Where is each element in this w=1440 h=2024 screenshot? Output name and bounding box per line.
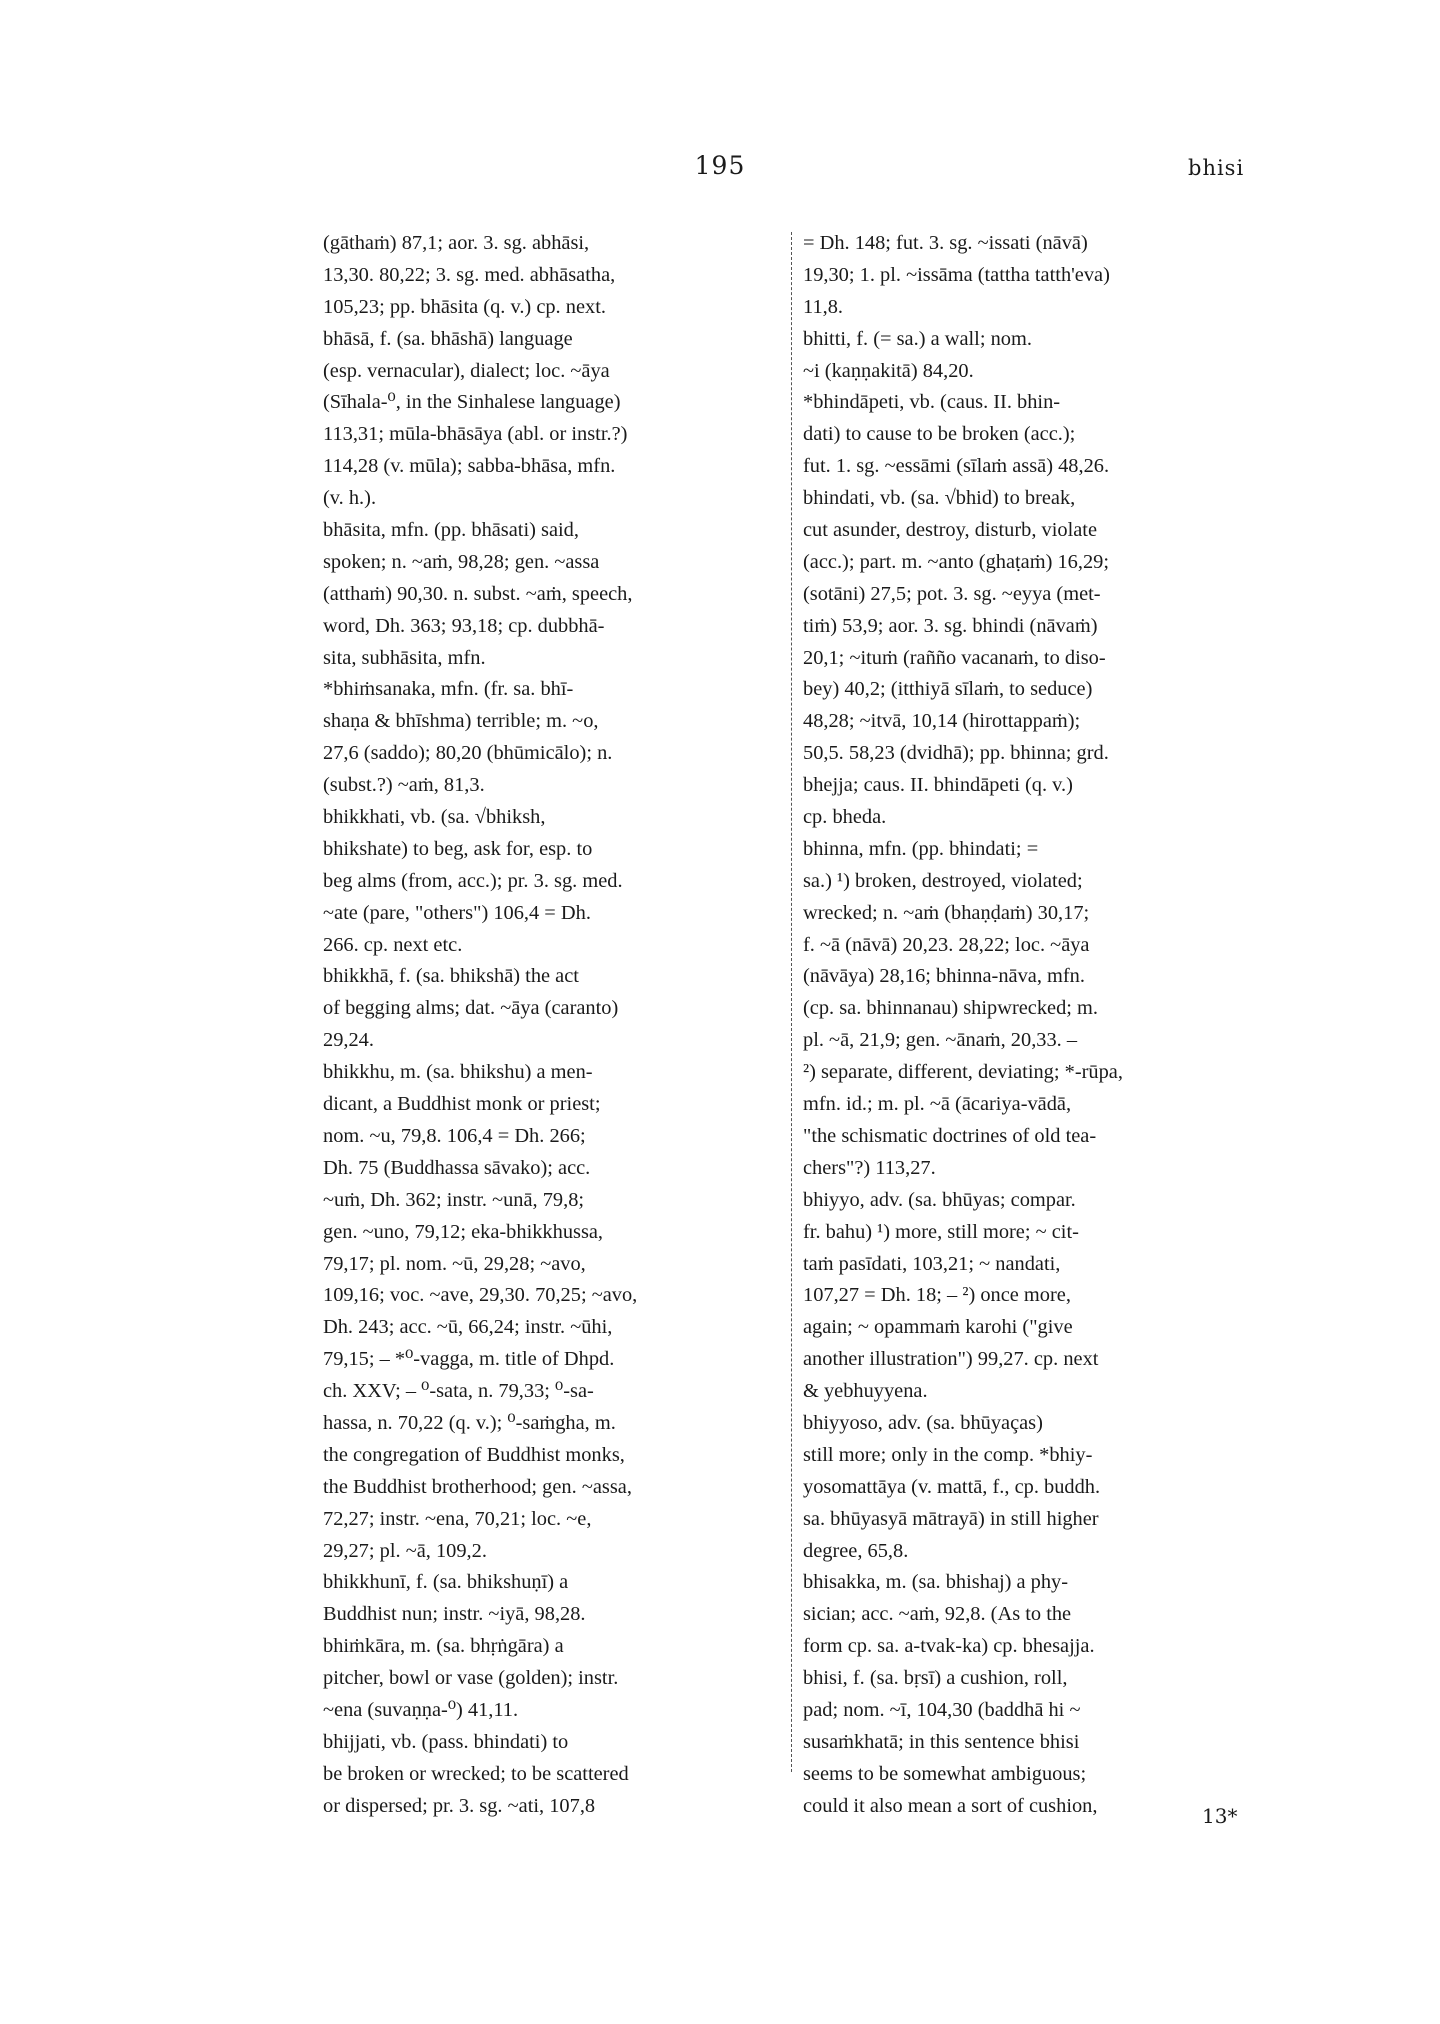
page-number: 195 [694, 151, 746, 180]
text-line: bhiyyoso, adv. (sa. bhūyaças) [803, 1411, 1043, 1434]
text-line: taṁ pasīdati, 103,21; ~ nandati, [803, 1252, 1061, 1275]
text-line: 20,1; ~ituṁ (rañño vacanaṁ, to diso- [803, 646, 1106, 669]
text-line: 114,28 (v. mūla); sabba-bhāsa, mfn. [323, 455, 616, 478]
text-line: could it also mean a sort of cushion, [803, 1794, 1098, 1817]
text-line: & yebhuyyena. [803, 1380, 928, 1403]
text-line: nom. ~u, 79,8. 106,4 = Dh. 266; [323, 1124, 586, 1147]
text-line: *bhiṁsanaka, mfn. (fr. sa. bhī- [323, 678, 574, 701]
text-line: of begging alms; dat. ~āya (caranto) [323, 997, 619, 1020]
text-line: (v. h.). [323, 487, 377, 510]
text-line: ~ate (pare, "others") 106,4 = Dh. [323, 901, 591, 924]
text-line: still more; only in the comp. *bhiy- [803, 1443, 1093, 1466]
text-line: (sotāni) 27,5; pot. 3. sg. ~eyya (met- [803, 582, 1101, 605]
text-line: sician; acc. ~aṁ, 92,8. (As to the [803, 1603, 1072, 1626]
text-line: (subst.?) ~aṁ, 81,3. [323, 774, 485, 797]
text-line: 29,24. [323, 1029, 374, 1052]
text-line: 27,6 (saddo); 80,20 (bhūmicālo); n. [323, 742, 613, 765]
text-line: Dh. 75 (Buddhassa sāvako); acc. [323, 1156, 591, 1179]
running-head: bhisi [1188, 156, 1245, 180]
text-line: 19,30; 1. pl. ~issāma (tattha tatth'eva) [803, 263, 1110, 286]
text-line: another illustration") 99,27. cp. next [803, 1348, 1099, 1371]
text-line: bhikkhunī, f. (sa. bhikshuṇī) a [323, 1571, 569, 1594]
text-line: bhindati, vb. (sa. √bhid) to break, [803, 487, 1076, 510]
text-line: 13,30. 80,22; 3. sg. med. abhāsatha, [323, 263, 616, 286]
text-line: again; ~ opammaṁ karohi ("give [803, 1316, 1073, 1339]
text-line: Buddhist nun; instr. ~iyā, 98,28. [323, 1603, 586, 1626]
text-line: sa. bhūyasyā mātrayā) in still higher [803, 1507, 1099, 1530]
text-line: bey) 40,2; (itthiyā sīlaṁ, to seduce) [803, 678, 1093, 701]
right-column [803, 228, 1273, 1823]
text-line: pl. ~ā, 21,9; gen. ~ānaṁ, 20,33. – [803, 1029, 1078, 1052]
text-line: the Buddhist brotherhood; gen. ~assa, [323, 1475, 632, 1498]
text-line: pad; nom. ~ī, 104,30 (baddhā hi ~ [803, 1698, 1081, 1721]
text-line: bhikkhati, vb. (sa. √bhiksh, [323, 806, 546, 829]
text-line: (esp. vernacular), dialect; loc. ~āya [323, 359, 610, 382]
text-line: word, Dh. 363; 93,18; cp. dubbhā- [323, 614, 605, 637]
text-line: = Dh. 148; fut. 3. sg. ~issati (nāvā) [803, 232, 1088, 254]
text-line: *bhindāpeti, vb. (caus. II. bhin- [803, 391, 1061, 414]
text-line: degree, 65,8. [803, 1539, 909, 1562]
text-line: bhijjati, vb. (pass. bhindati) to [323, 1730, 569, 1753]
text-line: bhisakka, m. (sa. bhishaj) a phy- [803, 1571, 1069, 1594]
text-line: "the schismatic doctrines of old tea- [803, 1124, 1097, 1147]
text-line: Dh. 243; acc. ~ū, 66,24; instr. ~ūhi, [323, 1316, 613, 1339]
text-line: 105,23; pp. bhāsita (q. v.) cp. next. [323, 295, 606, 318]
text-line: pitcher, bowl or vase (golden); instr. [323, 1667, 619, 1690]
text-line: bhāsita, mfn. (pp. bhāsati) said, [323, 519, 579, 542]
text-line: hassa, n. 70,22 (q. v.); ⁰-saṁgha, m. [323, 1411, 616, 1434]
text-line: shaṇa & bhīshma) terrible; m. ~o, [323, 710, 599, 733]
text-line: yosomattāya (v. mattā, f., cp. buddh. [803, 1475, 1101, 1498]
text-line: chers"?) 113,27. [803, 1156, 936, 1179]
text-line: cut asunder, destroy, disturb, violate [803, 519, 1098, 542]
column-divider [791, 232, 793, 1772]
text-line: bhiṁkāra, m. (sa. bhṛṅgāra) a [323, 1635, 564, 1658]
text-line: 29,27; pl. ~ā, 109,2. [323, 1539, 487, 1562]
text-line: the congregation of Buddhist monks, [323, 1443, 625, 1466]
text-line: bhikshate) to beg, ask for, esp. to [323, 837, 593, 860]
text-line: wrecked; n. ~aṁ (bhaṇḍaṁ) 30,17; [803, 901, 1090, 924]
text-line: or dispersed; pr. 3. sg. ~ati, 107,8 [323, 1794, 596, 1817]
signature-mark: 13* [1202, 1804, 1238, 1828]
text-line: mfn. id.; m. pl. ~ā (ācariya-vādā, [803, 1093, 1072, 1116]
text-line: bhejja; caus. II. bhindāpeti (q. v.) [803, 774, 1073, 797]
text-line: cp. bheda. [803, 806, 887, 829]
text-line: bhikkhu, m. (sa. bhikshu) a men- [323, 1061, 593, 1084]
text-line: f. ~ā (nāvā) 20,23. 28,22; loc. ~āya [803, 933, 1090, 956]
text-line: 109,16; voc. ~ave, 29,30. 70,25; ~avo, [323, 1284, 638, 1307]
text-line: (gāthaṁ) 87,1; aor. 3. sg. abhāsi, [323, 232, 590, 254]
text-line: ~i (kaṇṇakitā) 84,20. [803, 359, 974, 382]
text-line: gen. ~uno, 79,12; eka-bhikkhussa, [323, 1220, 604, 1243]
text-line: 79,17; pl. nom. ~ū, 29,28; ~avo, [323, 1252, 586, 1275]
text-line: bhikkhā, f. (sa. bhikshā) the act [323, 965, 579, 988]
text-line: ²) separate, different, deviating; *-rūpa, [803, 1061, 1123, 1084]
text-line: ~ena (suvaṇṇa-⁰) 41,11. [323, 1698, 519, 1721]
text-line: 11,8. [803, 295, 844, 318]
text-line: bhisi, f. (sa. bṛsī) a cushion, roll, [803, 1667, 1068, 1690]
text-line: 72,27; instr. ~ena, 70,21; loc. ~e, [323, 1507, 592, 1530]
text-line: bhiyyo, adv. (sa. bhūyas; compar. [803, 1188, 1076, 1211]
text-line: susaṁkhatā; in this sentence bhisi [803, 1730, 1080, 1753]
text-line: (Sīhala-⁰, in the Sinhalese language) [323, 391, 621, 414]
text-line: bhitti, f. (= sa.) a wall; nom. [803, 327, 1032, 350]
text-line: dati) to cause to be broken (acc.); [803, 423, 1076, 446]
text-line: 113,31; mūla-bhāsāya (abl. or instr.?) [323, 423, 628, 446]
text-line: (cp. sa. bhinnanau) shipwrecked; m. [803, 997, 1099, 1020]
text-line: be broken or wrecked; to be scattered [323, 1762, 629, 1785]
text-line: 107,27 = Dh. 18; – ²) once more, [803, 1284, 1071, 1307]
text-line: (nāvāya) 28,16; bhinna-nāva, mfn. [803, 965, 1085, 988]
text-line: ch. XXV; – ⁰-sata, n. 79,33; ⁰-sa- [323, 1380, 594, 1403]
text-line: 50,5. 58,23 (dvidhā); pp. bhinna; grd. [803, 742, 1109, 765]
text-line: form cp. sa. a-tvak-ka) cp. bhesajja. [803, 1635, 1095, 1658]
text-line: spoken; n. ~aṁ, 98,28; gen. ~assa [323, 550, 600, 573]
text-line: fut. 1. sg. ~essāmi (sīlaṁ assā) 48,26. [803, 455, 1110, 478]
left-column [323, 228, 783, 1823]
text-line: (atthaṁ) 90,30. n. subst. ~aṁ, speech, [323, 582, 633, 605]
text-line: 266. cp. next etc. [323, 933, 463, 956]
text-line: tiṁ) 53,9; aor. 3. sg. bhindi (nāvaṁ) [803, 614, 1098, 637]
text-line: (acc.); part. m. ~anto (ghaṭaṁ) 16,29; [803, 550, 1110, 573]
text-line: 79,15; – *⁰-vagga, m. title of Dhpd. [323, 1348, 615, 1371]
text-line: ~uṁ, Dh. 362; instr. ~unā, 79,8; [323, 1188, 585, 1211]
text-line: dicant, a Buddhist monk or priest; [323, 1093, 601, 1116]
text-line: fr. bahu) ¹) more, still more; ~ cit- [803, 1220, 1079, 1243]
text-line: sita, subhāsita, mfn. [323, 646, 486, 669]
text-line: seems to be somewhat ambiguous; [803, 1762, 1087, 1785]
text-line: sa.) ¹) broken, destroyed, violated; [803, 869, 1083, 892]
text-line: 48,28; ~itvā, 10,14 (hirottappaṁ); [803, 710, 1081, 733]
text-line: bhāsā, f. (sa. bhāshā) language [323, 327, 573, 350]
text-line: beg alms (from, acc.); pr. 3. sg. med. [323, 869, 623, 892]
text-line: bhinna, mfn. (pp. bhindati; = [803, 837, 1039, 860]
